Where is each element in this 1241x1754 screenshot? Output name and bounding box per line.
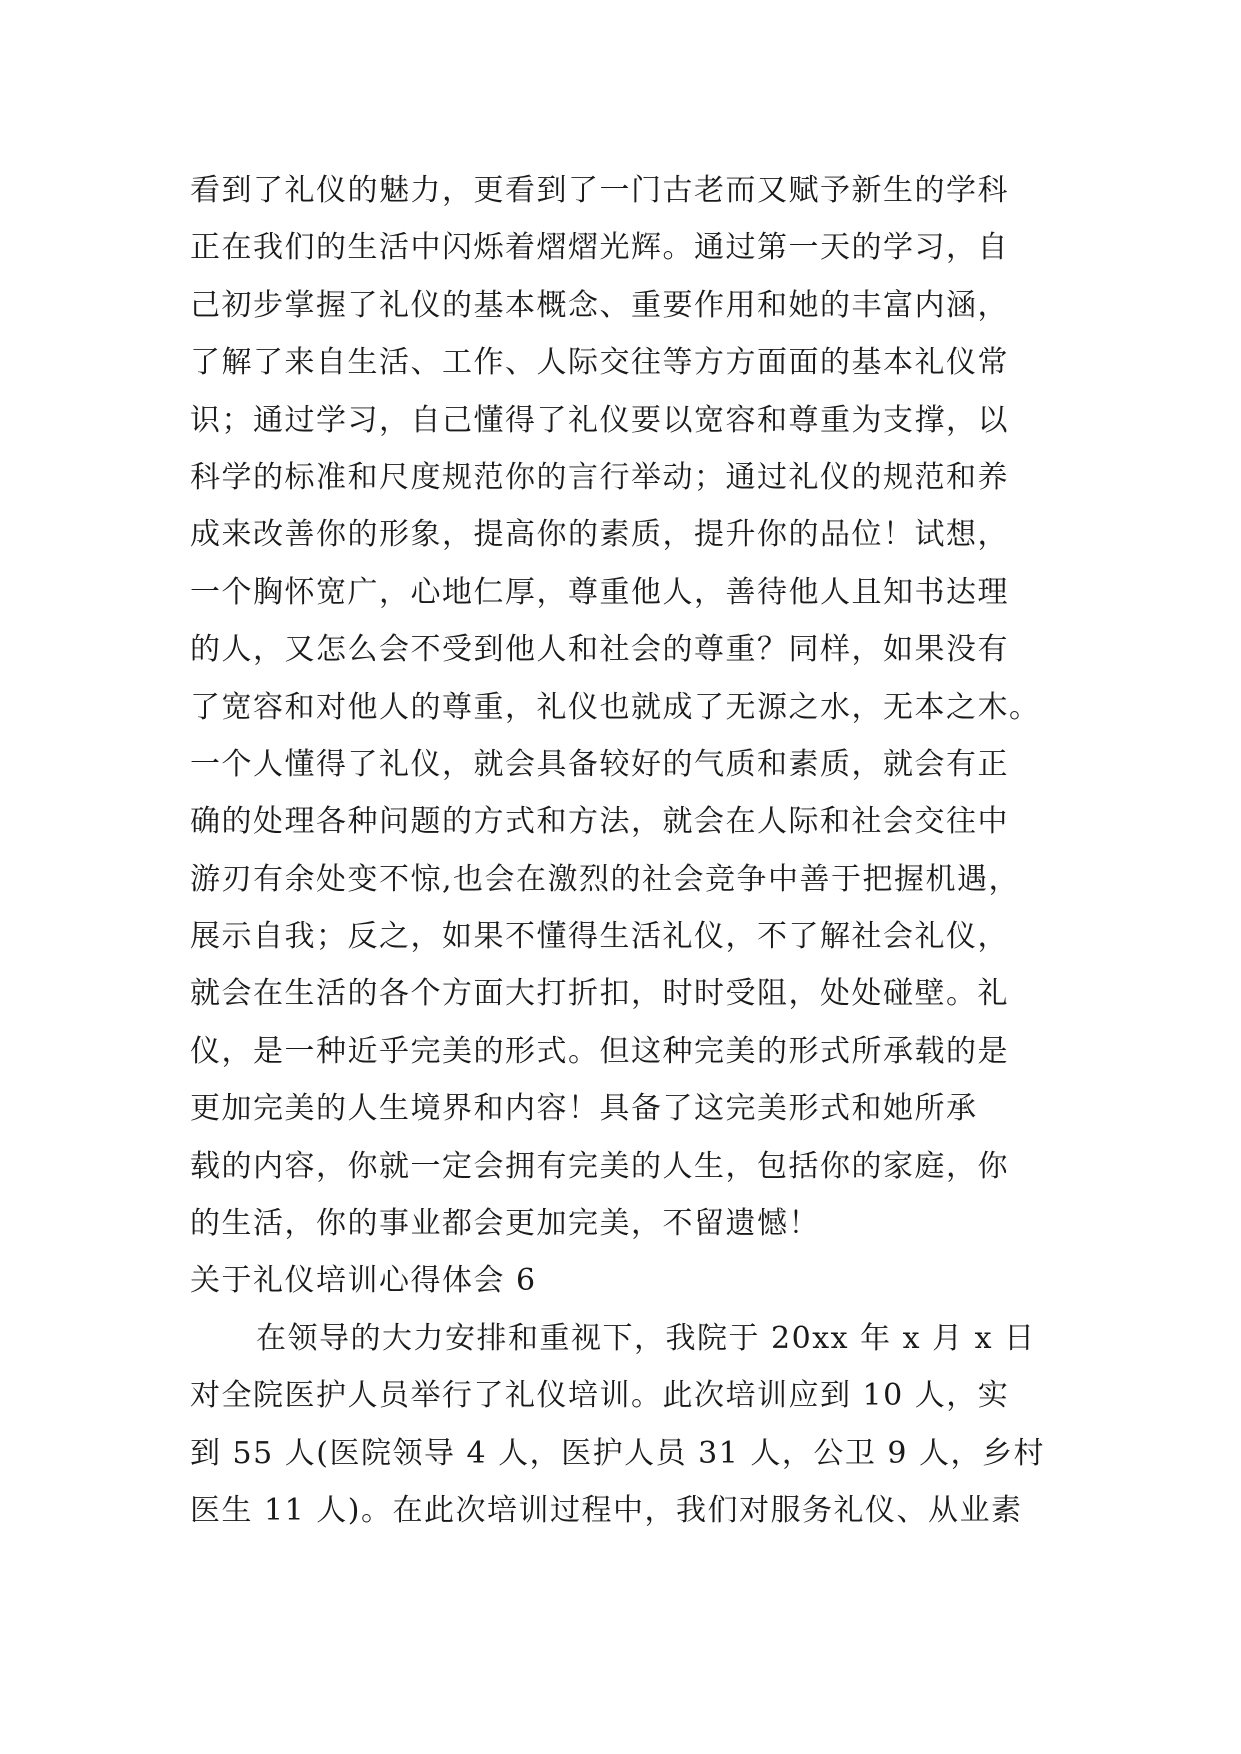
body-line: 展示自我；反之，如果不懂得生活礼仪，不了解社会礼仪，: [190, 919, 1009, 955]
body-line: 了解了来自生活、工作、人际交往等方方面面的基本礼仪常: [190, 345, 1009, 381]
section-line: 医生 11 人)。在此次培训过程中，我们对服务礼仪、从业素: [190, 1492, 1023, 1528]
section-line: 在领导的大力安排和重视下，我院于 20xx 年 x 月 x 日: [256, 1320, 1036, 1356]
body-line: 就会在生活的各个方面大打折扣，时时受阻，处处碰壁。礼: [190, 976, 1009, 1012]
body-line: 识；通过学习，自己懂得了礼仪要以宽容和尊重为支撑，以: [190, 402, 1009, 438]
section-line: 到 55 人(医院领导 4 人，医护人员 31 人，公卫 9 人，乡村: [190, 1435, 1046, 1471]
section-line: 对全院医护人员举行了礼仪培训。此次培训应到 10 人，实: [190, 1378, 1010, 1414]
body-line: 更加完美的人生境界和内容！具备了这完美形式和她所承: [190, 1091, 978, 1127]
body-line: 的人，又怎么会不受到他人和社会的尊重？同样，如果没有: [190, 632, 1009, 668]
document-body: [190, 162, 1070, 1539]
body-line: 的生活，你的事业都会更加完美，不留遗憾！: [190, 1206, 820, 1242]
body-line: 一个胸怀宽广，心地仁厚，尊重他人，善待他人且知书达理: [190, 574, 1009, 610]
body-line: 确的处理各种问题的方式和方法，就会在人际和社会交往中: [190, 804, 1009, 840]
body-line: 成来改善你的形象，提高你的素质，提升你的品位！试想，: [190, 517, 1009, 553]
body-line: 游刃有余处变不惊,也会在激烈的社会竞争中善于把握机遇，: [190, 861, 1021, 897]
body-line: 载的内容，你就一定会拥有完美的人生，包括你的家庭，你: [190, 1148, 1009, 1184]
body-line: 仪，是一种近乎完美的形式。但这种完美的形式所承载的是: [190, 1033, 1009, 1069]
body-line: 科学的标准和尺度规范你的言行举动；通过礼仪的规范和养: [190, 459, 1009, 495]
body-line: 正在我们的生活中闪烁着熠熠光辉。通过第一天的学习，自: [190, 230, 1009, 266]
section-heading: 关于礼仪培训心得体会 6: [190, 1263, 537, 1299]
body-line: 己初步掌握了礼仪的基本概念、重要作用和她的丰富内涵，: [190, 287, 1009, 323]
body-line: 一个人懂得了礼仪，就会具备较好的气质和素质，就会有正: [190, 746, 1009, 782]
body-line: 看到了礼仪的魅力，更看到了一门古老而又赋予新生的学科: [190, 173, 1009, 208]
body-line: 了宽容和对他人的尊重，礼仪也就成了无源之水，无本之木。: [190, 689, 1041, 725]
